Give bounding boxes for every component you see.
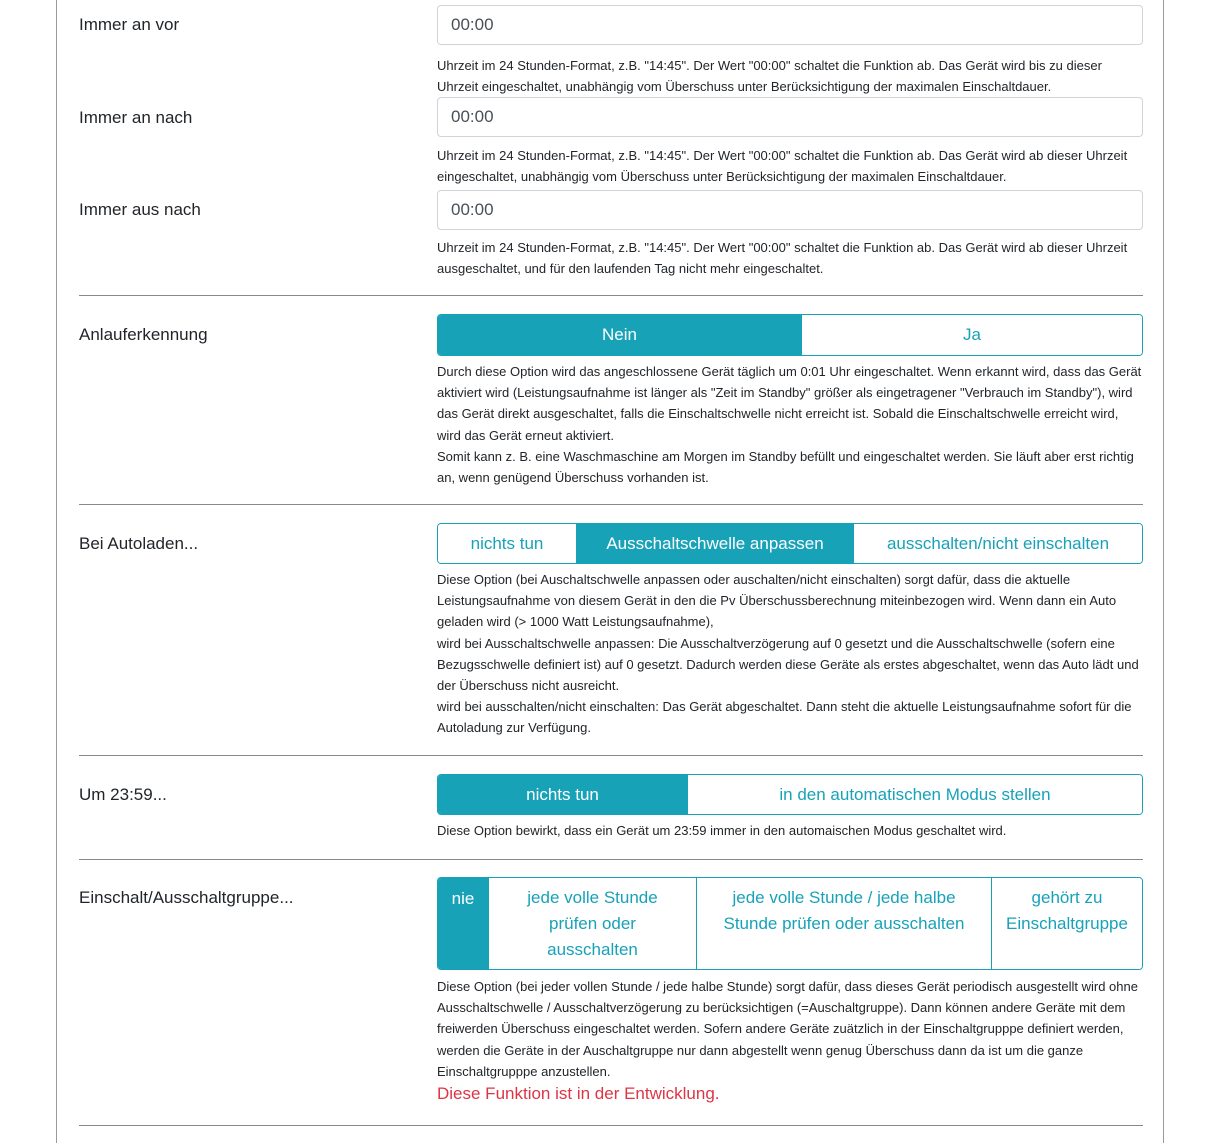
autoladen-help-text-1: Diese Option (bei Auschaltschwelle anpassen oder auschalten/nicht einschalten) sorgt dafür, dass die aktuelle Leistungsaufnahme von diesem Gerät in den die Pv Überschussberechnung miteinbezogen wird. Wenn dann ein Auto geladen wird (> 1000 Watt Leistungsaufnahme), [437, 572, 1117, 630]
immer-aus-nach-input[interactable]: 00:00 [437, 190, 1143, 230]
gruppe-halbe-stunde-button[interactable]: jede volle Stunde / jede halbe Stunde prüfen oder ausschalten [696, 878, 991, 969]
divider [79, 1125, 1143, 1126]
anlauferkennung-help-text-1: Durch diese Option wird das angeschlossene Gerät täglich um 0:01 Uhr eingeschaltet. Wenn erkannt wird, dass das Gerät aktiviert wird (Leistungsaufnahme ist länger als "Zeit im Standby" größer als eingetragener "Verbrauch im Standby"), wird das Gerät direkt ausgeschaltet, falls die Einschaltschwelle nicht erreicht ist. Sobald die Einschaltschwelle erreicht wird, wird das Gerät erneut aktiviert. [437, 364, 1142, 443]
anlauferkennung-ja-button[interactable]: Ja [801, 315, 1142, 355]
um-2359-nichts-tun-button[interactable]: nichts tun [438, 775, 687, 814]
gruppe-toggle [437, 877, 1143, 970]
immer-aus-nach-help: Uhrzeit im 24 Stunden-Format, z.B. "14:45". Der Wert "00:00" schaltet die Funktion ab. Das Gerät wird ab dieser Uhrzeit ausgeschaltet, und für den laufenden Tag nicht mehr eingeschaltet. [437, 240, 1128, 277]
gruppe-volle-stunde-button[interactable]: jede volle Stunde prüfen oder ausschalten [488, 878, 696, 969]
immer-an-nach-help: Uhrzeit im 24 Stunden-Format, z.B. "14:45". Der Wert "00:00" schaltet die Funktion ab. Das Gerät wird ab dieser Uhrzeit eingeschaltet, unabhängig vom Überschuss unter Berücksichtigung der maximalen Einschaltdauer. [437, 148, 1128, 185]
divider [79, 755, 1143, 756]
immer-an-nach-label: Immer an nach [79, 108, 193, 127]
gruppe-nie-button[interactable]: nie [438, 878, 488, 969]
anlauferkennung-help [437, 361, 1143, 488]
divider [79, 295, 1143, 296]
autoladen-nichts-tun-button[interactable]: nichts tun [438, 524, 576, 563]
immer-an-nach-input[interactable]: 00:00 [437, 97, 1143, 137]
um-2359-toggle [437, 774, 1143, 815]
gruppe-label: Einschalt/Ausschaltgruppe... [79, 888, 294, 907]
anlauferkennung-help-text-2: Somit kann z. B. eine Waschmaschine am Morgen im Standby befüllt und eingeschaltet werden. Sie läuft aber erst richtig an, wenn genügend Überschuss vorhanden ist. [437, 448, 1134, 486]
immer-aus-nach-label: Immer aus nach [79, 200, 201, 219]
anlauferkennung-label: Anlauferkennung [79, 325, 208, 344]
autoladen-toggle [437, 523, 1143, 564]
immer-an-vor-label: Immer an vor [79, 15, 180, 34]
divider [79, 504, 1143, 505]
autoladen-label: Bei Autoladen... [79, 534, 199, 553]
immer-an-vor-input[interactable]: 00:00 [437, 5, 1143, 45]
anlauferkennung-nein-button[interactable]: Nein [438, 315, 801, 355]
autoladen-help-text-2: wird bei Ausschaltschwelle anpassen: Die Ausschaltverzögerung auf 0 gesetzt und die Ausschaltschwelle (sofern eine Bezugsschwelle definiert ist) auf 0 gesetzt. Dadurch werden diese Geräte als erstes abgeschaltet, wenn das Auto lädt und der Überschuss nicht ausreicht. [437, 635, 1139, 694]
um-2359-automatik-button[interactable]: in den automatischen Modus stellen [687, 775, 1142, 814]
autoladen-help [437, 569, 1143, 739]
autoladen-help-text-3: wird bei ausschalten/nicht einschalten: Das Gerät abgeschaltet. Dann steht die aktuelle Leistungsaufnahme sofort für die Autoladung zur Verfügung. [437, 699, 1132, 736]
autoladen-ausschaltschwelle-button[interactable]: Ausschaltschwelle anpassen [576, 524, 853, 563]
gruppe-einschaltgruppe-button[interactable]: gehört zu Einschaltgruppe [991, 878, 1142, 969]
immer-an-vor-help: Uhrzeit im 24 Stunden-Format, z.B. "14:45". Der Wert "00:00" schaltet die Funktion ab. Das Gerät wird bis zu dieser Uhrzeit eingeschaltet, unabhängig vom Überschuss unter Berücksichtigung der maximalen Einschaltdauer. [437, 58, 1102, 95]
um-2359-label: Um 23:59... [79, 785, 167, 804]
development-warning: Diese Funktion ist in der Entwicklung. [437, 1084, 720, 1104]
divider [79, 859, 1143, 860]
gruppe-help: Diese Option (bei jeder vollen Stunde / jede halbe Stunde) sorgt dafür, dass dieses Gerät periodisch ausgestellt wird ohne Ausschaltschwelle / Ausschaltverzögerung zu berücksichtigen (=Auschaltgruppe). Dann können andere Geräte mit dem freiwerden Überschuss eingeschaltet werden. Sofern andere Geräte zuätzlich in der Einschaltgrupppe definiert werden, werden die Geräte in der Auschaltgruppe nur dann abgestellt wenn genug Überschuss dann da ist um die ganze Einschaltgrupppe anzustellen. [437, 979, 1138, 1079]
autoladen-ausschalten-button[interactable]: ausschalten/nicht einschalten [853, 524, 1142, 563]
anlauferkennung-toggle [437, 314, 1143, 356]
um-2359-help: Diese Option bewirkt, dass ein Gerät um 23:59 immer in den automaischen Modus geschaltet wird. [437, 823, 1007, 838]
